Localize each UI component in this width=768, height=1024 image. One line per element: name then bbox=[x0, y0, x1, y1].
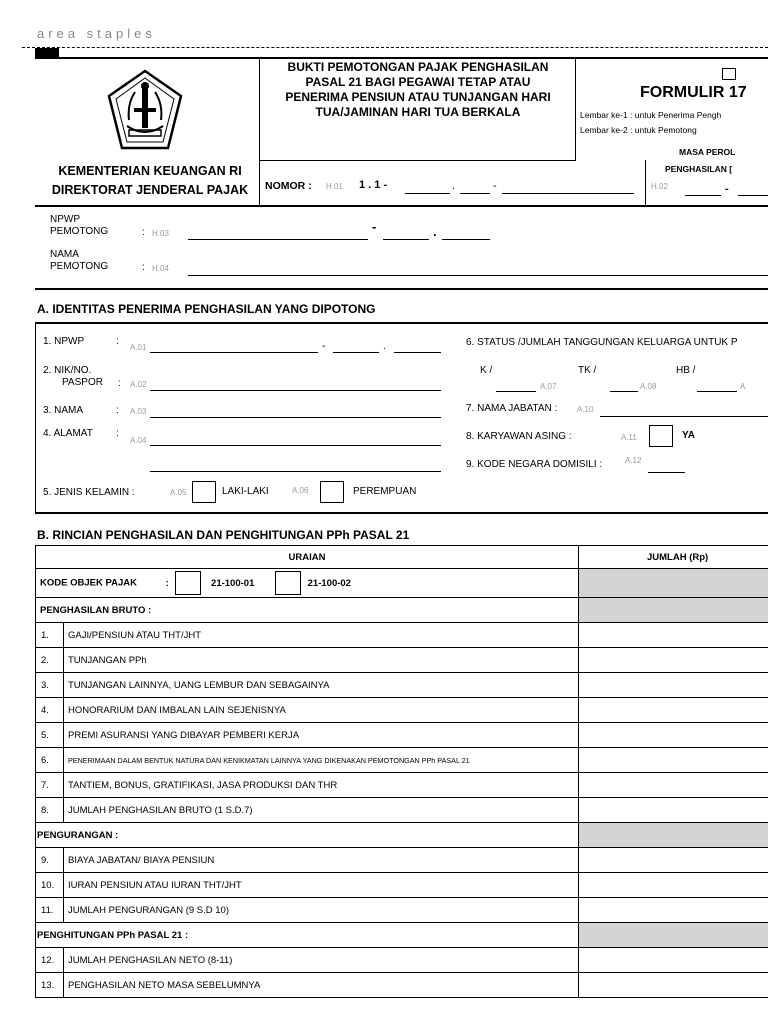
a-nama-code: A.03 bbox=[130, 407, 147, 416]
row-description: PENERIMAAN DALAM BENTUK NATURA DAN KENIKMATAN LAINNYA YANG DIKENAKAN PEMOTONGAN PPh PASAL 21 bbox=[64, 748, 579, 773]
row-number: 12. bbox=[36, 948, 64, 973]
table-row bbox=[36, 623, 768, 648]
nomor-sep-2: - bbox=[493, 180, 497, 192]
penghitungan-header-amount bbox=[579, 923, 768, 948]
a-tk-label: TK / bbox=[578, 365, 597, 376]
npwp-pemotong-sep-1: - bbox=[372, 219, 377, 234]
kode-objek-row bbox=[36, 569, 768, 598]
a-alamat-code: A.04 bbox=[130, 436, 147, 445]
a-alamat-label: 4. ALAMAT bbox=[43, 428, 93, 439]
table-row bbox=[36, 648, 768, 673]
rincian-table bbox=[35, 545, 768, 998]
row-description: PREMI ASURANSI YANG DIBAYAR PEMBERI KERJA bbox=[64, 723, 579, 748]
a-nik-code: A.02 bbox=[130, 380, 147, 389]
nama-pemotong-field[interactable] bbox=[188, 275, 768, 276]
row-amount[interactable] bbox=[579, 723, 768, 748]
row-amount[interactable] bbox=[579, 748, 768, 773]
lembar-1-note: Lembar ke-1 : untuk Penerima Pengh bbox=[580, 110, 722, 120]
section-a-left-border bbox=[35, 322, 36, 512]
row-amount[interactable] bbox=[579, 698, 768, 723]
a-nama-colon: : bbox=[116, 405, 119, 416]
a-nik-field[interactable] bbox=[150, 390, 441, 391]
npwp-pemotong-field-1[interactable] bbox=[188, 239, 368, 240]
a-nik-colon: : bbox=[118, 378, 121, 389]
a-jk-code-1: A.05 bbox=[170, 488, 187, 497]
npwp-pemotong-colon: : bbox=[142, 227, 145, 238]
nama-pemotong-code: H.04 bbox=[152, 264, 169, 273]
row-description: HONORARIUM DAN IMBALAN LAIN SEJENISNYA bbox=[64, 698, 579, 723]
header-divider-h02 bbox=[645, 160, 646, 205]
a-npwp-field-2[interactable] bbox=[333, 352, 379, 353]
row-amount[interactable] bbox=[579, 848, 768, 873]
nomor-code: H.01 bbox=[326, 182, 343, 191]
a-alamat-colon: : bbox=[116, 428, 119, 439]
table-row bbox=[36, 673, 768, 698]
bruto-header-amount bbox=[579, 598, 768, 623]
ministry-line-1: KEMENTERIAN KEUANGAN RI bbox=[58, 164, 242, 178]
row-description: JUMLAH PENGHASILAN NETO (8-11) bbox=[64, 948, 579, 973]
masa-field-2[interactable] bbox=[738, 195, 768, 196]
ministry-emblem-icon bbox=[105, 68, 185, 154]
row-number: 1. bbox=[36, 623, 64, 648]
form-title-line-2: PASAL 21 BAGI PEGAWAI TETAP ATAU bbox=[305, 75, 531, 89]
npwp-pemotong-label-1: NPWP bbox=[50, 214, 80, 225]
nomor-field-3[interactable] bbox=[502, 193, 634, 194]
a-k-code: A.07 bbox=[540, 382, 557, 391]
ministry-line-2: DIREKTORAT JENDERAL PAJAK bbox=[51, 183, 249, 197]
a-alamat-field-1[interactable] bbox=[150, 445, 441, 446]
a-jk-label: 5. JENIS KELAMIN : bbox=[43, 487, 135, 498]
a-negara-field[interactable] bbox=[648, 472, 685, 473]
table-row bbox=[36, 698, 768, 723]
table-row bbox=[36, 798, 768, 823]
table-row bbox=[36, 973, 768, 998]
kode-objek-colon: : bbox=[165, 577, 169, 589]
row-number: 5. bbox=[36, 723, 64, 748]
pengurangan-header-row bbox=[36, 823, 768, 848]
a-npwp-field-3[interactable] bbox=[394, 352, 441, 353]
a-jk-perempuan-label: PEREMPUAN bbox=[353, 486, 417, 497]
row-description: PENGHASILAN NETO MASA SEBELUMNYA bbox=[64, 973, 579, 998]
table-row bbox=[36, 848, 768, 873]
row-description: TUNJANGAN PPh bbox=[64, 648, 579, 673]
row-amount[interactable] bbox=[579, 673, 768, 698]
a-jk-perempuan-checkbox[interactable] bbox=[320, 481, 344, 503]
formulir-checkbox[interactable] bbox=[722, 68, 736, 80]
a-k-field[interactable] bbox=[496, 391, 536, 392]
formulir-label: FORMULIR 17 bbox=[640, 84, 747, 101]
title-bottom-border bbox=[259, 160, 575, 161]
section-a-bottom-border bbox=[35, 512, 768, 514]
form-title-line-4: TUA/JAMINAN HARI TUA BERKALA bbox=[315, 105, 521, 119]
row-number: 10. bbox=[36, 873, 64, 898]
a-alamat-field-2[interactable] bbox=[150, 471, 441, 472]
lembar-2-note: Lembar ke-2 : untuk Pemotong bbox=[580, 125, 697, 135]
a-hb-label: HB / bbox=[676, 365, 696, 376]
a-npwp-label: 1. NPWP bbox=[43, 336, 85, 347]
nomor-sep-1: . bbox=[452, 180, 456, 192]
row-description: TANTIEM, BONUS, GRATIFIKASI, JASA PRODUKSI DAN THR bbox=[64, 773, 579, 798]
header-bottom-border bbox=[35, 205, 768, 207]
masa-sep: - bbox=[725, 183, 729, 195]
uraian-header: URAIAN bbox=[36, 546, 579, 569]
penghitungan-header: PENGHITUNGAN PPh PASAL 21 : bbox=[36, 923, 579, 948]
kode-21-100-02-label: 21-100-02 bbox=[307, 577, 351, 589]
a-npwp-colon: : bbox=[116, 336, 119, 347]
a-jk-laki-checkbox[interactable] bbox=[192, 481, 216, 503]
nama-pemotong-label bbox=[50, 249, 108, 273]
a-npwp-code: A.01 bbox=[130, 343, 147, 352]
nomor-label: NOMOR : bbox=[265, 180, 312, 192]
masa-perolehan-label-1: MASA PEROL bbox=[679, 147, 736, 157]
row-amount[interactable] bbox=[579, 648, 768, 673]
table-row bbox=[36, 948, 768, 973]
a-nama-field[interactable] bbox=[150, 417, 441, 418]
table-row bbox=[36, 873, 768, 898]
row-description: IURAN PENSIUN ATAU IURAN THT/JHT bbox=[64, 873, 579, 898]
a-status-label: 6. STATUS /JUMLAH TANGGUNGAN KELUARGA UNTUK P bbox=[466, 337, 738, 348]
row-number: 9. bbox=[36, 848, 64, 873]
npwp-pemotong-label bbox=[50, 214, 108, 238]
a-negara-label: 9. KODE NEGARA DOMISILI : bbox=[466, 459, 603, 470]
a-asing-label: 8. KARYAWAN ASING : bbox=[466, 431, 572, 442]
kode-objek-amount bbox=[579, 569, 768, 598]
a-asing-code: A.11 bbox=[621, 433, 637, 442]
table-row bbox=[36, 773, 768, 798]
row-amount[interactable] bbox=[579, 773, 768, 798]
row-description: BIAYA JABATAN/ BIAYA PENSIUN bbox=[64, 848, 579, 873]
bruto-header-row bbox=[36, 598, 768, 623]
header-top-border bbox=[35, 57, 768, 59]
a-npwp-sep-2: . bbox=[383, 341, 386, 352]
bruto-header: PENGHASILAN BRUTO : bbox=[36, 598, 579, 623]
a-k-label: K / bbox=[480, 365, 493, 376]
h02-code: H.02 bbox=[651, 182, 668, 191]
a-asing-checkbox[interactable] bbox=[649, 425, 673, 447]
masa-perolehan-label-2: PENGHASILAN [ bbox=[665, 164, 733, 174]
row-amount[interactable] bbox=[579, 973, 768, 998]
npwp-pemotong-field-2[interactable] bbox=[383, 239, 429, 240]
kode-objek-label: KODE OBJEK PAJAK bbox=[40, 577, 137, 589]
a-hb-field[interactable] bbox=[697, 391, 737, 392]
row-number: 8. bbox=[36, 798, 64, 823]
a-nik-label bbox=[43, 365, 103, 389]
npwp-pemotong-label-2: PEMOTONG bbox=[50, 226, 109, 237]
a-jabatan-label: 7. NAMA JABATAN : bbox=[466, 403, 558, 414]
nomor-field-2[interactable] bbox=[460, 193, 490, 194]
a-jabatan-field[interactable] bbox=[600, 416, 768, 417]
nomor-prefix: 1 . 1 - bbox=[359, 179, 388, 191]
table-row bbox=[36, 748, 768, 773]
kode-objek-cell bbox=[36, 569, 579, 598]
table-row bbox=[36, 723, 768, 748]
row-amount[interactable] bbox=[579, 873, 768, 898]
section-b-title: B. RINCIAN PENGHASILAN DAN PENGHITUNGAN PPh PASAL 21 bbox=[37, 528, 410, 542]
a-jk-code-2: A.06 bbox=[292, 486, 309, 495]
row-number: 4. bbox=[36, 698, 64, 723]
a-nama-label: 3. NAMA bbox=[43, 405, 84, 416]
pengurangan-header: PENGURANGAN : bbox=[36, 823, 579, 848]
row-description: JUMLAH PENGURANGAN (9 S.D 10) bbox=[64, 898, 579, 923]
npwp-pemotong-sep-2: . bbox=[433, 224, 437, 239]
row-amount[interactable] bbox=[579, 798, 768, 823]
a-npwp-sep-1: - bbox=[322, 341, 326, 352]
row-number: 6. bbox=[36, 748, 64, 773]
row-amount[interactable] bbox=[579, 948, 768, 973]
nama-pemotong-label-2: PEMOTONG bbox=[50, 261, 109, 272]
a-npwp-field-1[interactable] bbox=[150, 352, 318, 353]
kode-21-100-02-checkbox[interactable] bbox=[275, 571, 301, 595]
npwp-pemotong-field-3[interactable] bbox=[442, 239, 490, 240]
row-amount[interactable] bbox=[579, 898, 768, 923]
form-title bbox=[262, 60, 574, 120]
pengurangan-header-amount bbox=[579, 823, 768, 848]
kode-21-100-01-checkbox[interactable] bbox=[175, 571, 201, 595]
row-amount[interactable] bbox=[579, 623, 768, 648]
nomor-field-1[interactable] bbox=[405, 193, 450, 194]
table-row bbox=[36, 898, 768, 923]
row-number: 7. bbox=[36, 773, 64, 798]
area-staples-text: area staples bbox=[37, 26, 156, 41]
section-a-top-border bbox=[35, 322, 768, 324]
row-number: 3. bbox=[36, 673, 64, 698]
a-hb-code: A bbox=[740, 382, 746, 391]
penghitungan-header-row bbox=[36, 923, 768, 948]
a-nik-label-1: 2. NIK/NO. bbox=[43, 365, 92, 376]
form-title-line-1: BUKTI PEMOTONGAN PAJAK PENGHASILAN bbox=[287, 60, 549, 74]
a-asing-ya-label: YA bbox=[682, 430, 695, 441]
a-jabatan-code: A.10 bbox=[577, 405, 594, 414]
table-header-row bbox=[36, 546, 768, 569]
nama-pemotong-colon: : bbox=[142, 262, 145, 273]
header-divider-right bbox=[575, 57, 576, 161]
row-number: 11. bbox=[36, 898, 64, 923]
row-number: 2. bbox=[36, 648, 64, 673]
row-description: GAJI/PENSIUN ATAU THT/JHT bbox=[64, 623, 579, 648]
row-number: 13. bbox=[36, 973, 64, 998]
a-negara-code: A.12 bbox=[625, 456, 642, 465]
form-title-line-3: PENERIMA PENSIUN ATAU TUNJANGAN HARI bbox=[285, 90, 551, 104]
row-description: JUMLAH PENGHASILAN BRUTO (1 S.D.7) bbox=[64, 798, 579, 823]
masa-field-1[interactable] bbox=[685, 195, 721, 196]
kode-21-100-01-label: 21-100-01 bbox=[211, 577, 255, 589]
nama-pemotong-label-1: NAMA bbox=[50, 249, 79, 260]
a-tk-field[interactable] bbox=[610, 391, 638, 392]
row-description: TUNJANGAN LAINNYA, UANG LEMBUR DAN SEBAGAINYA bbox=[64, 673, 579, 698]
jumlah-header: JUMLAH (Rp) bbox=[579, 546, 768, 569]
section-a-title: A. IDENTITAS PENERIMA PENGHASILAN YANG DIPOTONG bbox=[37, 302, 376, 316]
ministry-name bbox=[30, 162, 270, 200]
pemotong-bottom-border bbox=[35, 288, 768, 290]
a-tk-code: A.08 bbox=[640, 382, 657, 391]
npwp-pemotong-code: H.03 bbox=[152, 229, 169, 238]
staple-cut-line bbox=[22, 47, 768, 48]
a-nik-label-2: PASPOR bbox=[62, 377, 103, 388]
a-jk-laki-label: LAKI-LAKI bbox=[222, 486, 269, 497]
